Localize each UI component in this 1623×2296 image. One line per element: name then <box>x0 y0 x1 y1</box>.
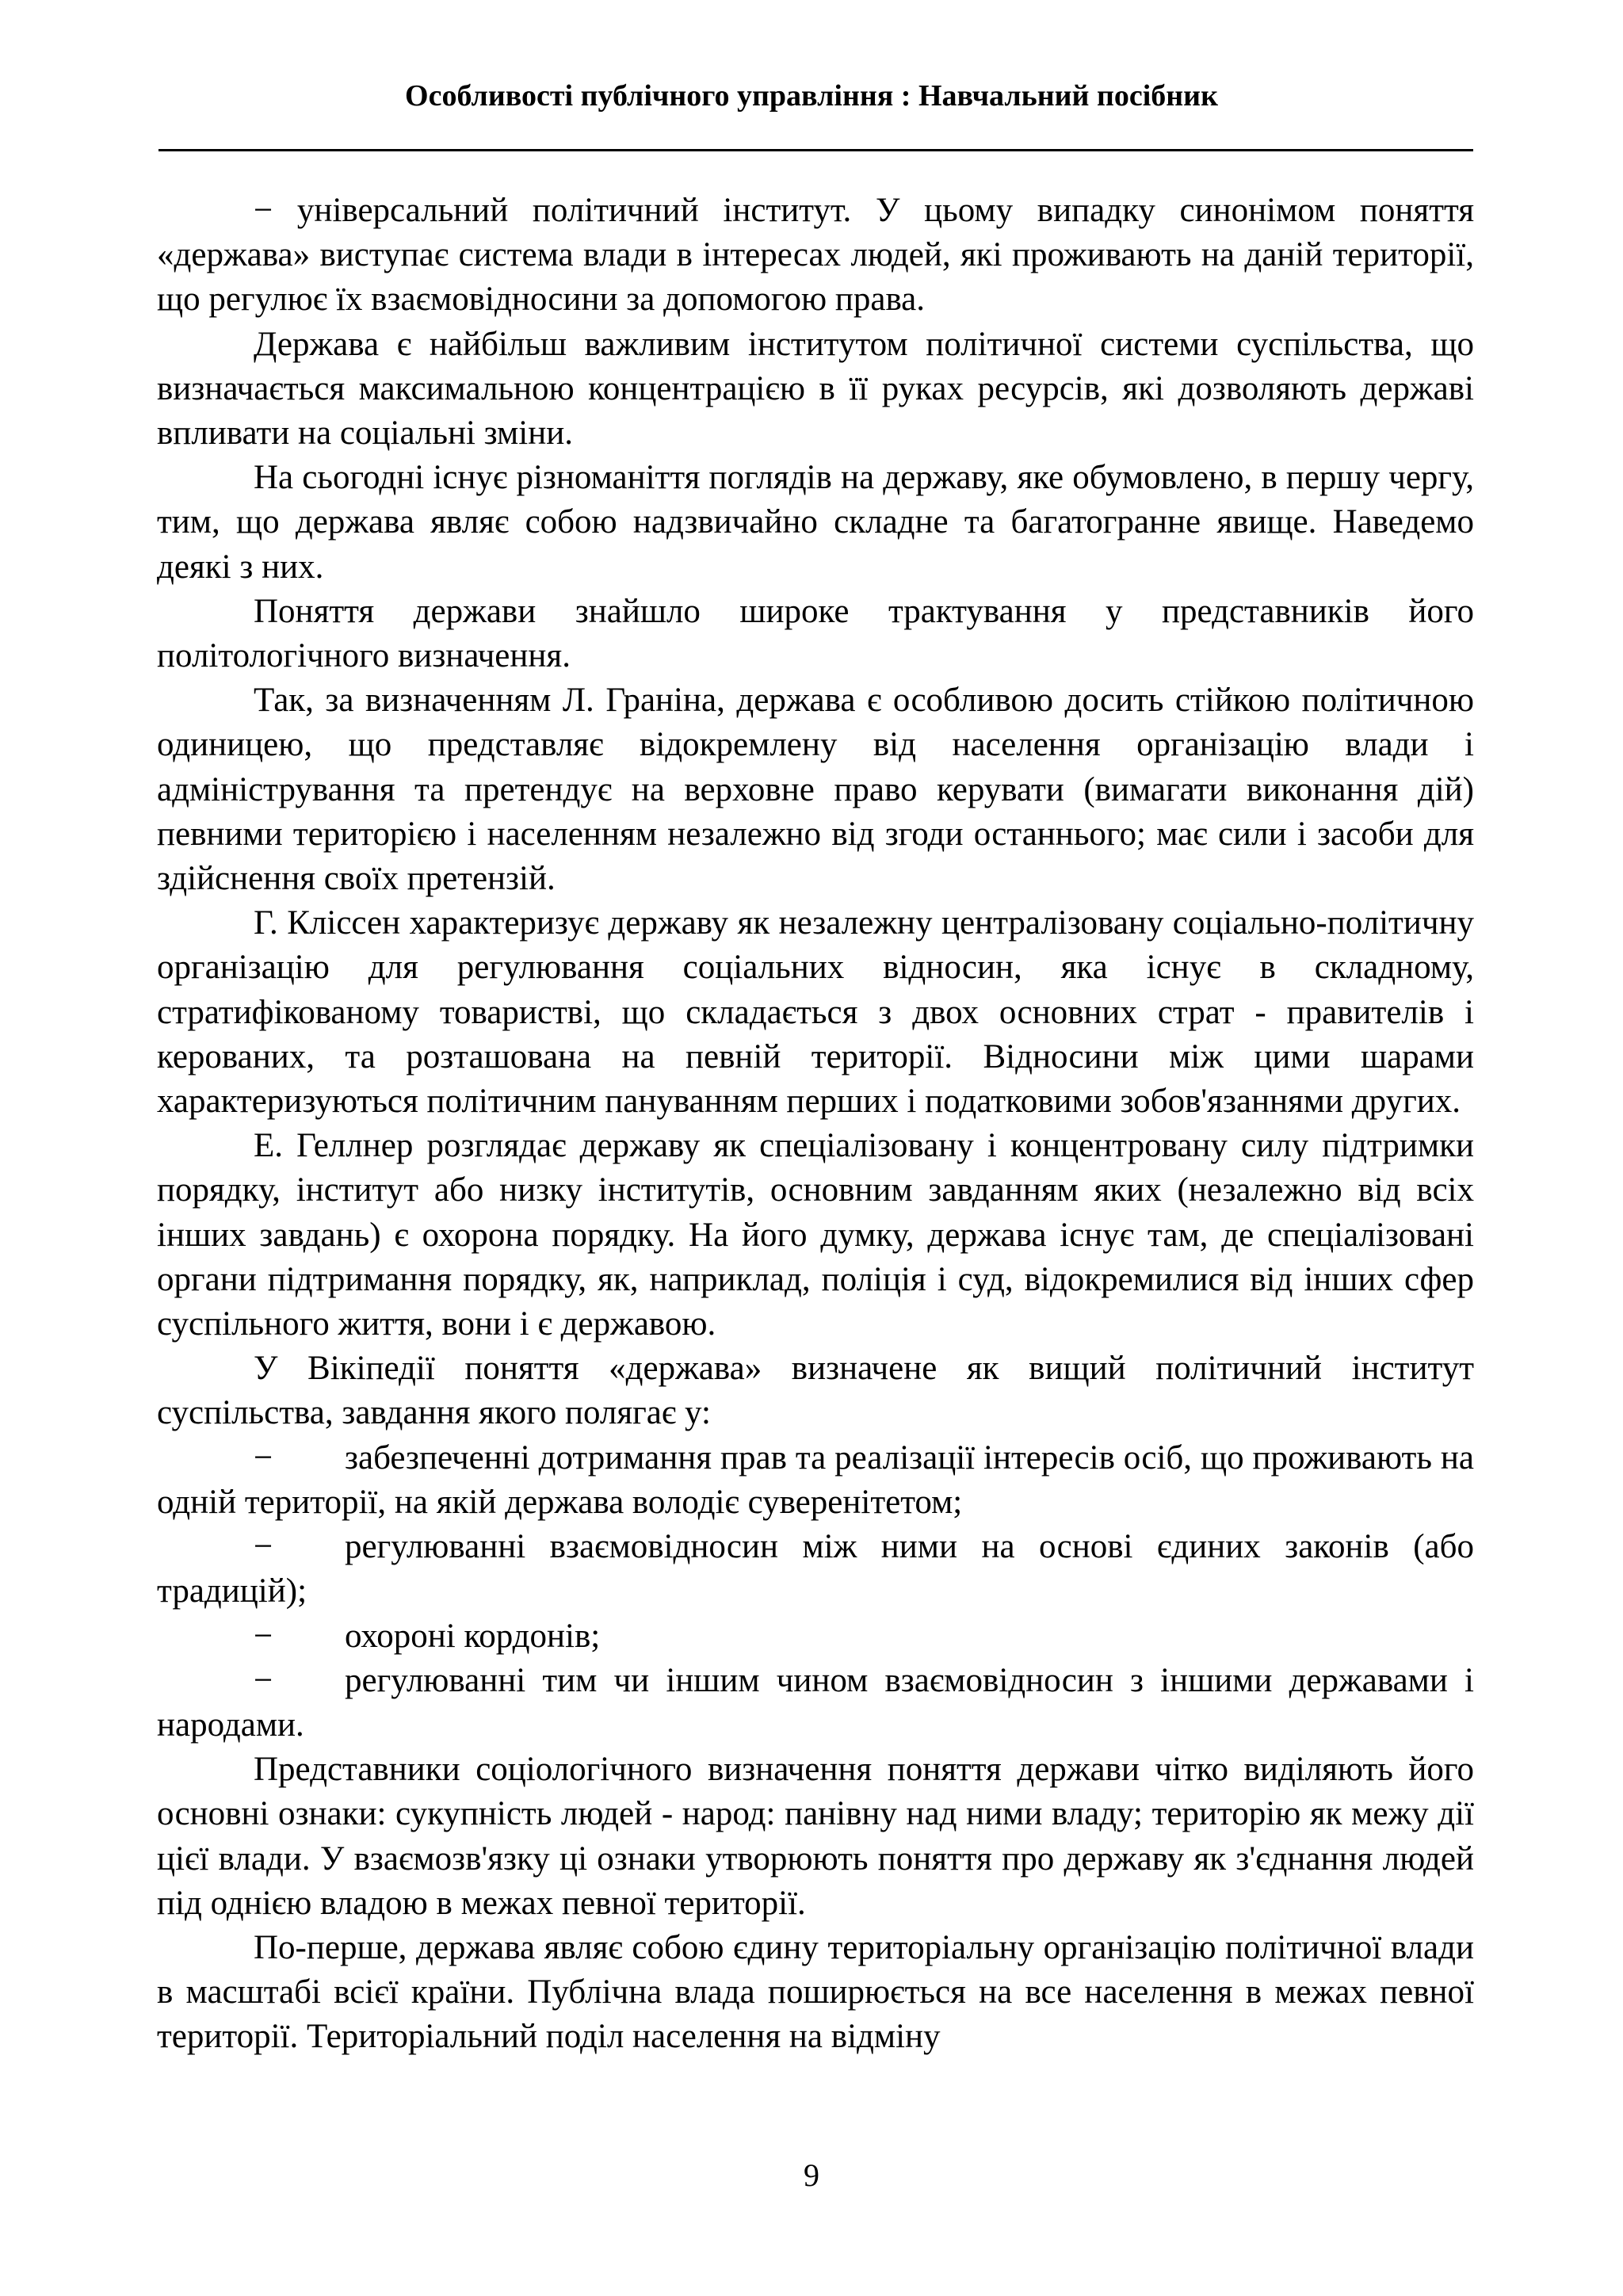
list-marker: − <box>254 1617 273 1655</box>
paragraph: Г. Кліссен характеризує державу як незалежну централізовану соціально-політичну організацію для регулювання соціальних відносин, яка існує в складному, стратифікованому товаристві, що складається з двох основних страт - правителів і керованих, та розташована на певній території. Відносини між цими шарами характеризуються політичним пануванням перших і податковими зобов'язаннями других. <box>157 904 1474 1121</box>
paragraph: По-перше, держава являє собою єдину територіальну організацію політичної влади в масштабі всієї країни. Публічна влада поширюється на все населення в межах певної території. Територіальний поділ населення на відміну <box>157 1928 1474 2056</box>
list-marker: − <box>254 1528 273 1566</box>
page-number: 9 <box>804 2157 819 2193</box>
paragraph: Держава є найбільш важливим інститутом політичної системи суспільства, що визначається максимальною концентрацією в її руках ресурсів, які дозволяють державі впливати на соціальні зміни. <box>157 325 1474 453</box>
list-item-text: регулюванні взаємовідносин між ними на основі єдиних законів (або традицій); <box>157 1528 1474 1610</box>
page-body <box>157 189 1474 2060</box>
list-item-text: забезпеченні дотримання прав та реалізації інтересів осіб, що проживають на одній території, на якій держава володіє суверенітетом; <box>157 1438 1474 1521</box>
list-item <box>157 1436 1474 1525</box>
list-marker: − <box>254 1438 273 1477</box>
paragraph: − універсальний політичний інститут. У цьому випадку синонімом поняття «держава» виступає система влади в інтересах людей, які проживають на даній території, що регулює їх взаємовідносини за допомогою права. <box>157 192 1474 319</box>
paragraph: Е. Геллнер розглядає державу як спеціалізовану і концентровану силу підтримки порядку, інститут або низку інститутів, основним завданням яких (незалежно від всіх інших завдань) є охорона порядку. На його думку, держава існує там, де спеціалізовані органи підтримання порядку, як, наприклад, поліція і суд, відокремилися від інших сфер суспільного життя, вони і є державою. <box>157 1127 1474 1343</box>
list-item <box>157 1659 1474 1748</box>
bullet-list <box>157 1436 1474 1748</box>
header-divider <box>158 149 1473 151</box>
list-item-text: охороні кордонів; <box>345 1617 601 1655</box>
paragraph: У Вікіпедії поняття «держава» визначене як вищий політичний інститут суспільства, завдання якого полягає у: <box>157 1350 1474 1432</box>
paragraph: Представники соціологічного визначення поняття держави чітко виділяють його основні ознаки: сукупність людей - народ: панівну над ними владу; територію як межу дії цієї влади. У взаємозв'язку ці ознаки утворюють поняття про державу як з'єднання людей під однією владою в межах певної території. <box>157 1751 1474 1922</box>
list-marker: − <box>254 1661 273 1699</box>
paragraph: Поняття держави знайшло широке трактування у представників його політологічного визначення. <box>157 592 1474 675</box>
list-item <box>157 1614 1474 1659</box>
list-item-text: регулюванні тим чи іншим чином взаємовідносин з іншими державами і народами. <box>157 1661 1474 1744</box>
paragraph: На сьогодні існує різноманіття поглядів на державу, яке обумовлено, в першу чергу, тим, що держава являє собою надзвичайно складне та багатогранне явище. Наведемо деякі з них. <box>157 459 1474 586</box>
paragraph: Так, за визначенням Л. Граніна, держава є особливою досить стійкою політичною одиницею, що представляє відокремлену від населення організацію влади і адміністрування та претендує на верховне право керувати (вимагати виконання дій) певними територією і населенням незалежно від згоди останнього; має сили і засоби для здійснення своїх претензій. <box>157 682 1474 898</box>
running-header: Особливості публічного управління : Навчальний посібник <box>405 79 1218 113</box>
list-item <box>157 1525 1474 1614</box>
